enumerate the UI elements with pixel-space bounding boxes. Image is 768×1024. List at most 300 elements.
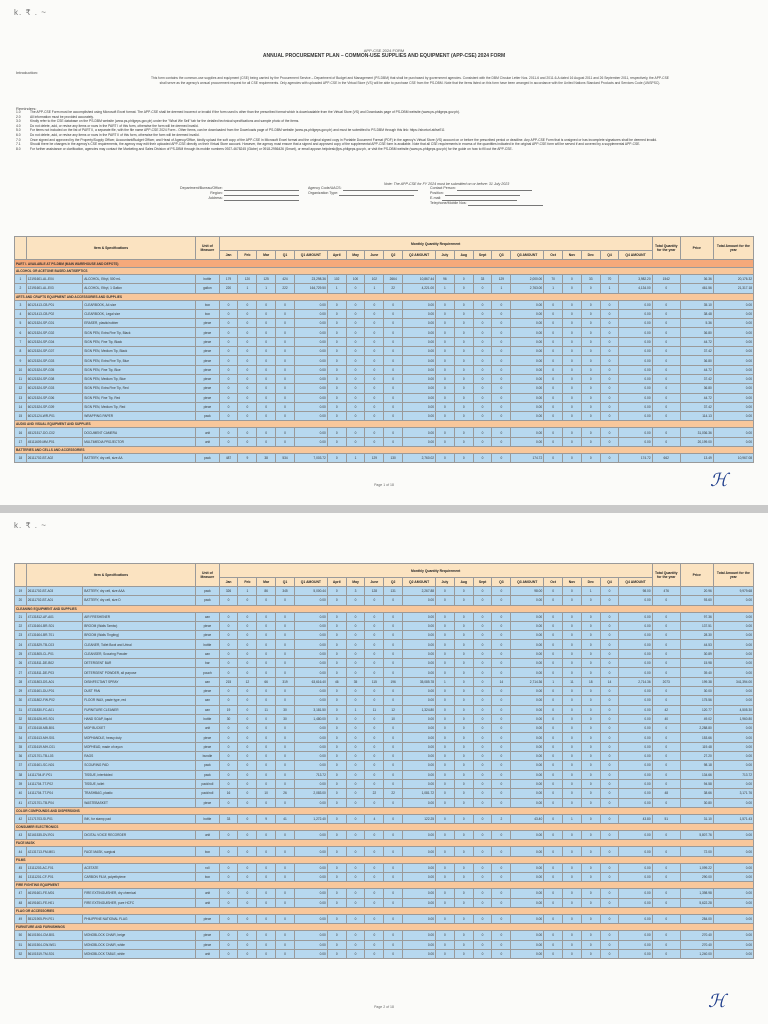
row-no: 43 [15,831,27,840]
month-qty: 0 [365,733,384,742]
month-qty: 0 [257,631,276,640]
month-qty: 0 [492,428,511,437]
month-qty: 424 [276,275,295,284]
unit-price: 1,099.22 [680,863,713,872]
row-no: 9 [15,356,27,365]
month-qty: 0 [346,356,365,365]
form-field-line [339,191,414,196]
month-qty: 0 [581,356,600,365]
month-qty: 0 [436,300,455,309]
col-month: Q4 [600,251,619,260]
total-amount: 341,394.00 [713,677,753,686]
month-qty: 0 [384,770,403,779]
row-no: 15 [15,412,27,421]
item-description: TRASHBAG, plastic [83,789,196,798]
month-qty: 0 [454,779,473,788]
month-qty: 0 [492,705,511,714]
month-qty: 0 [365,319,384,328]
unit-price: 98.18 [680,761,713,770]
month-qty: 0 [492,337,511,346]
unit-price: 93.60 [680,596,713,605]
month-qty: 0 [563,356,582,365]
month-qty: 0 [473,612,492,621]
month-qty: 0 [473,640,492,649]
month-qty: 0 [492,898,511,907]
month-qty: 0 [544,365,563,374]
month-qty: 0 [581,873,600,882]
month-qty: 0 [276,319,295,328]
table-row [15,714,754,723]
item-code: 47131802-FW-P02 [26,696,82,705]
month-qty: 0 [600,356,619,365]
month-qty: 0 [600,889,619,898]
total-amount: 713.72 [713,770,753,779]
quarter-amount: 0.00 [511,789,544,798]
table-row [15,779,754,788]
quarter-amount: 0.00 [619,659,652,668]
total-amount: 0.00 [713,649,753,658]
row-no: 49 [15,914,27,923]
month-qty: 0 [327,714,346,723]
month-qty: 0 [384,940,403,949]
month-qty: 0 [365,374,384,383]
month-qty: 0 [454,831,473,840]
month-qty: 0 [600,454,619,463]
month-qty: 0 [276,659,295,668]
month-qty: 0 [276,384,295,393]
month-qty: 0 [257,309,276,318]
row-no: 14 [15,402,27,411]
intro-text: This form contains the common-use supplies and equipment (CSE) being carried by the Procurement Service – Department of Budget and Management (PS-DBM) that shall be purchased by government agencies. Consistent with the DBM Circular Letter Nos. 2011-6 and 2011-6-A dated 16 August 2011 and 26 September 2011, respectively, the APP-CSE shall serve as the agency's annual procurement request for all CSE requirements. Only agencies with uploaded APP-CSE in the Virtual Store (VS) will be able to purchase CSE from the PS-DBM. Note that the items listed on this form have been arranged in accordance with the United Nations Standard Products and Services Code (UNSPSC). [151,76,669,85]
month-qty: 1 [327,284,346,293]
quarter-amount: 0.00 [403,931,436,940]
quarter-amount: 0.00 [294,402,327,411]
month-qty: 0 [473,889,492,898]
quarter-amount: 0.00 [511,733,544,742]
month-qty: 0 [276,733,295,742]
month-qty: 0 [327,761,346,770]
month-qty: 0 [346,863,365,872]
month-qty: 0 [473,631,492,640]
quarter-amount: 0.00 [619,668,652,677]
month-qty: 0 [257,659,276,668]
month-qty: 0 [384,742,403,751]
total-quantity: 0 [652,914,680,923]
month-qty: 0 [257,374,276,383]
month-qty: 0 [473,898,492,907]
month-qty: 0 [436,761,455,770]
quarter-amount: 0.00 [619,789,652,798]
month-qty: 0 [257,898,276,907]
quarter-amount: 0.00 [294,668,327,677]
month-qty: 0 [544,454,563,463]
month-qty: 0 [454,284,473,293]
item-description: DIGITAL VOICE RECORDER [83,831,196,840]
total-amount: 0.00 [713,798,753,807]
month-qty: 0 [384,347,403,356]
month-qty: 0 [454,402,473,411]
item-description: CLEARBOOK, A4 size [83,300,196,309]
table-row [15,889,754,898]
row-no: 3 [15,300,27,309]
month-qty: 0 [276,724,295,733]
month-qty: 0 [384,686,403,695]
month-qty: 11 [257,705,276,714]
table-row [15,752,754,761]
total-amount: 0.00 [713,412,753,421]
month-qty: 0 [581,412,600,421]
month-qty: 2664 [384,275,403,284]
reminder-number: 4.0 [16,123,21,128]
category-row-label: FURNITURE AND FURNISHINGS [15,924,754,931]
unit-price: 44.72 [680,393,713,402]
procurement-table-2 [14,563,754,959]
total-quantity: 0 [652,798,680,807]
month-qty: 0 [238,612,257,621]
month-qty: 0 [436,789,455,798]
total-amount: 0.00 [713,863,753,872]
reminder-text: Do not delete, add, or revise any items or rows in the PART I of this form, otherwise the form will be deemed invalid. [30,123,199,128]
month-qty: 0 [219,631,238,640]
item-code: 60121524-SP-G02 [26,328,82,337]
month-qty: 0 [473,733,492,742]
month-qty: 0 [327,347,346,356]
month-qty: 0 [581,770,600,779]
item-code: 60121524-SP-G03 [26,384,82,393]
month-qty: 0 [600,742,619,751]
month-qty: 0 [563,454,582,463]
row-no: 20 [15,596,27,605]
month-qty: 0 [238,300,257,309]
category-row [15,293,754,300]
month-qty: 0 [327,724,346,733]
row-no: 52 [15,949,27,958]
unit-of-measure: can [196,612,220,621]
quarter-amount: 0.00 [619,724,652,733]
month-qty: 0 [384,374,403,383]
month-qty: 0 [346,309,365,318]
month-qty: 0 [492,454,511,463]
month-qty: 0 [600,640,619,649]
unit-of-measure: unit [196,831,220,840]
month-qty: 0 [346,337,365,346]
month-qty: 86 [257,587,276,596]
month-qty: 0 [238,347,257,356]
category-row-label: FLAG OR ACCESSORIES [15,907,754,914]
quarter-amount: 0.00 [294,733,327,742]
month-qty: 0 [365,337,384,346]
col-month: Q2 AMOUNT [403,251,436,260]
month-qty: 0 [238,847,257,856]
month-qty: 0 [492,949,511,958]
reminder-number: 8.0 [16,146,21,151]
quarter-amount: 0.00 [619,356,652,365]
total-amount: 0.00 [713,898,753,907]
month-qty: 0 [492,873,511,882]
quarter-amount: 0.00 [511,714,544,723]
month-qty: 0 [346,847,365,856]
month-qty: 0 [473,724,492,733]
month-qty: 46 [327,677,346,686]
month-qty: 0 [454,640,473,649]
item-description: ALCOHOL, Ethyl, 1 Gallon [83,284,196,293]
total-quantity: 0 [652,428,680,437]
month-qty: 0 [238,328,257,337]
month-qty: 0 [436,831,455,840]
month-qty: 0 [436,770,455,779]
month-qty: 0 [384,914,403,923]
total-quantity: 0 [652,356,680,365]
reminder-number: 2.0 [16,114,21,119]
month-qty: 0 [454,705,473,714]
quarter-amount: 0.00 [294,649,327,658]
total-quantity: 0 [652,889,680,898]
table-row [15,437,754,446]
month-qty: 0 [238,640,257,649]
item-code: 56101504-CM-B01 [26,931,82,940]
month-qty: 0 [384,437,403,446]
month-qty: 0 [581,863,600,872]
month-qty: 0 [454,752,473,761]
month-qty: 0 [600,789,619,798]
month-qty: 0 [276,412,295,421]
total-amount: 0.00 [713,847,753,856]
month-qty: 0 [327,659,346,668]
month-qty: 1 [600,284,619,293]
month-qty: 0 [384,668,403,677]
month-qty: 0 [454,724,473,733]
quarter-amount: 0.00 [511,668,544,677]
quarter-amount: 0.00 [294,898,327,907]
month-qty: 0 [365,831,384,840]
row-no: 16 [15,428,27,437]
col-month: Q2 [384,578,403,587]
category-row [15,924,754,931]
month-qty: 0 [327,402,346,411]
month-qty: 0 [436,402,455,411]
month-qty: 0 [238,779,257,788]
month-qty: 0 [346,328,365,337]
row-no: 48 [15,898,27,907]
month-qty: 0 [219,384,238,393]
month-qty: 0 [346,949,365,958]
month-qty: 0 [436,640,455,649]
item-description: DISINFECTANT SPRAY [83,677,196,686]
quarter-amount: 0.00 [294,831,327,840]
table-row [15,696,754,705]
month-qty: 0 [238,949,257,958]
category-row-label: FIRE FIGHTING EQUIPMENT [15,882,754,889]
month-qty: 0 [327,686,346,695]
item-code: 26111702-BT-A02 [26,454,82,463]
col-month: Aug [454,578,473,587]
unit-price: 5,622.28 [680,898,713,907]
month-qty: 0 [600,724,619,733]
month-qty: 115 [365,677,384,686]
month-qty: 0 [327,949,346,958]
row-no: 37 [15,761,27,770]
form-field-label: Region: [210,191,224,195]
quarter-amount: 2,760.02 [403,454,436,463]
unit-price: 2,288.80 [680,724,713,733]
quarter-amount: 0.00 [619,621,652,630]
month-qty: 0 [384,659,403,668]
reminder-text: Do not delete, add, or revise any items or rows in the PART II of this form, otherwise the form will be deemed invalid. [30,132,200,137]
quarter-amount: 0.00 [294,779,327,788]
month-qty: 1 [544,284,563,293]
month-qty: 0 [473,300,492,309]
month-qty: 0 [346,437,365,446]
col-month: Feb [238,251,257,260]
month-qty: 0 [581,779,600,788]
month-qty: 12 [238,677,257,686]
total-quantity: 1542 [652,275,680,284]
total-quantity: 0 [652,770,680,779]
month-qty: 11 [563,677,582,686]
table-row [15,798,754,807]
month-qty: 0 [454,428,473,437]
month-qty: 0 [219,356,238,365]
month-qty: 0 [473,356,492,365]
col-month: Oct [544,578,563,587]
month-qty: 0 [219,686,238,695]
row-no: 6 [15,328,27,337]
form-field-line [468,201,543,206]
quarter-amount: 0.00 [294,889,327,898]
handwritten-mark: k. ₹ . ~ [14,521,47,530]
month-qty: 0 [544,347,563,356]
month-qty: 0 [346,668,365,677]
month-qty: 0 [384,319,403,328]
month-qty: 0 [454,649,473,658]
month-qty: 0 [492,940,511,949]
month-qty: 0 [327,393,346,402]
month-qty: 0 [257,347,276,356]
form-field [180,196,299,201]
month-qty: 0 [365,640,384,649]
month-qty: 0 [581,733,600,742]
month-qty: 0 [600,384,619,393]
month-qty: 0 [327,454,346,463]
month-qty: 0 [238,631,257,640]
total-amount: 20,176.32 [713,275,753,284]
unit-of-measure: can [196,696,220,705]
unit-of-measure: can [196,649,220,658]
reminder-text: The APP-CSE Form must be accomplished using Microsoft Excel format. The APP-CSE shall be deemed incorrect or invalid if the form used is other than the prescribed format which is downloadable from the Virtual Store (VS) and Downloads page of PS-DBM website (www.ps-philgeps.gov.ph). [30,110,460,114]
month-qty: 0 [544,319,563,328]
month-qty: 0 [563,347,582,356]
total-quantity: 0 [652,733,680,742]
total-amount: 0.00 [713,640,753,649]
month-qty: 0 [238,668,257,677]
month-qty: 0 [365,761,384,770]
month-qty: 0 [544,696,563,705]
category-row [15,807,754,814]
month-qty: 0 [581,454,600,463]
quarter-amount: 0.00 [511,374,544,383]
quarter-amount: 0.00 [403,621,436,630]
month-qty: 0 [544,714,563,723]
month-qty: 1 [238,587,257,596]
month-qty: 38 [257,454,276,463]
total-quantity: 0 [652,384,680,393]
month-qty: 0 [346,931,365,940]
month-qty: 0 [454,319,473,328]
month-qty: 0 [454,596,473,605]
unit-price: 5,807.76 [680,831,713,840]
month-qty: 0 [327,356,346,365]
item-description: CLEARBOOK, Legal size [83,309,196,318]
month-qty: 0 [436,779,455,788]
month-qty: 0 [436,696,455,705]
item-code: 56101519-TM-S01 [26,949,82,958]
month-qty: 0 [473,863,492,872]
month-qty: 0 [219,761,238,770]
month-qty: 0 [492,612,511,621]
total-quantity: 0 [652,402,680,411]
quarter-amount: 0.00 [403,402,436,411]
quarter-amount: 0.00 [294,798,327,807]
month-qty: 0 [219,328,238,337]
month-qty: 0 [327,631,346,640]
quarter-amount: 0.00 [619,631,652,640]
month-qty: 0 [384,596,403,605]
month-qty: 0 [365,752,384,761]
month-qty: 0 [581,384,600,393]
month-qty: 0 [563,300,582,309]
month-qty: 0 [327,798,346,807]
month-qty: 0 [454,770,473,779]
month-qty: 0 [600,328,619,337]
month-qty: 0 [563,898,582,907]
month-qty: 0 [384,640,403,649]
month-qty: 0 [257,798,276,807]
month-qty: 0 [544,309,563,318]
month-qty: 0 [581,847,600,856]
category-row [15,856,754,863]
total-amount: 0.00 [713,733,753,742]
quarter-amount: 0.00 [294,940,327,949]
col-month: April [327,251,346,260]
month-qty: 0 [454,940,473,949]
quarter-amount: 10,867.44 [403,275,436,284]
month-qty: 0 [544,724,563,733]
month-qty: 0 [276,640,295,649]
month-qty: 0 [492,402,511,411]
month-qty: 0 [219,831,238,840]
month-qty: 0 [219,337,238,346]
col-month: Aug [454,251,473,260]
item-code: 47121701-TB-P04 [26,798,82,807]
month-qty: 0 [473,337,492,346]
month-qty: 0 [219,374,238,383]
col-month: Dec [581,578,600,587]
month-qty: 0 [365,649,384,658]
month-qty: 0 [581,374,600,383]
quarter-amount: 0.00 [511,949,544,958]
month-qty: 0 [238,733,257,742]
month-qty: 0 [544,686,563,695]
quarter-amount: 0.00 [294,621,327,630]
col-month: Q3 AMOUNT [511,578,544,587]
item-description: FLOOR WAX, paste type, red [83,696,196,705]
month-qty: 0 [238,789,257,798]
total-quantity: 0 [652,873,680,882]
month-qty: 0 [219,640,238,649]
quarter-amount: 0.00 [511,393,544,402]
table-row [15,789,754,798]
item-description: HAND SOAP, liquid [83,714,196,723]
